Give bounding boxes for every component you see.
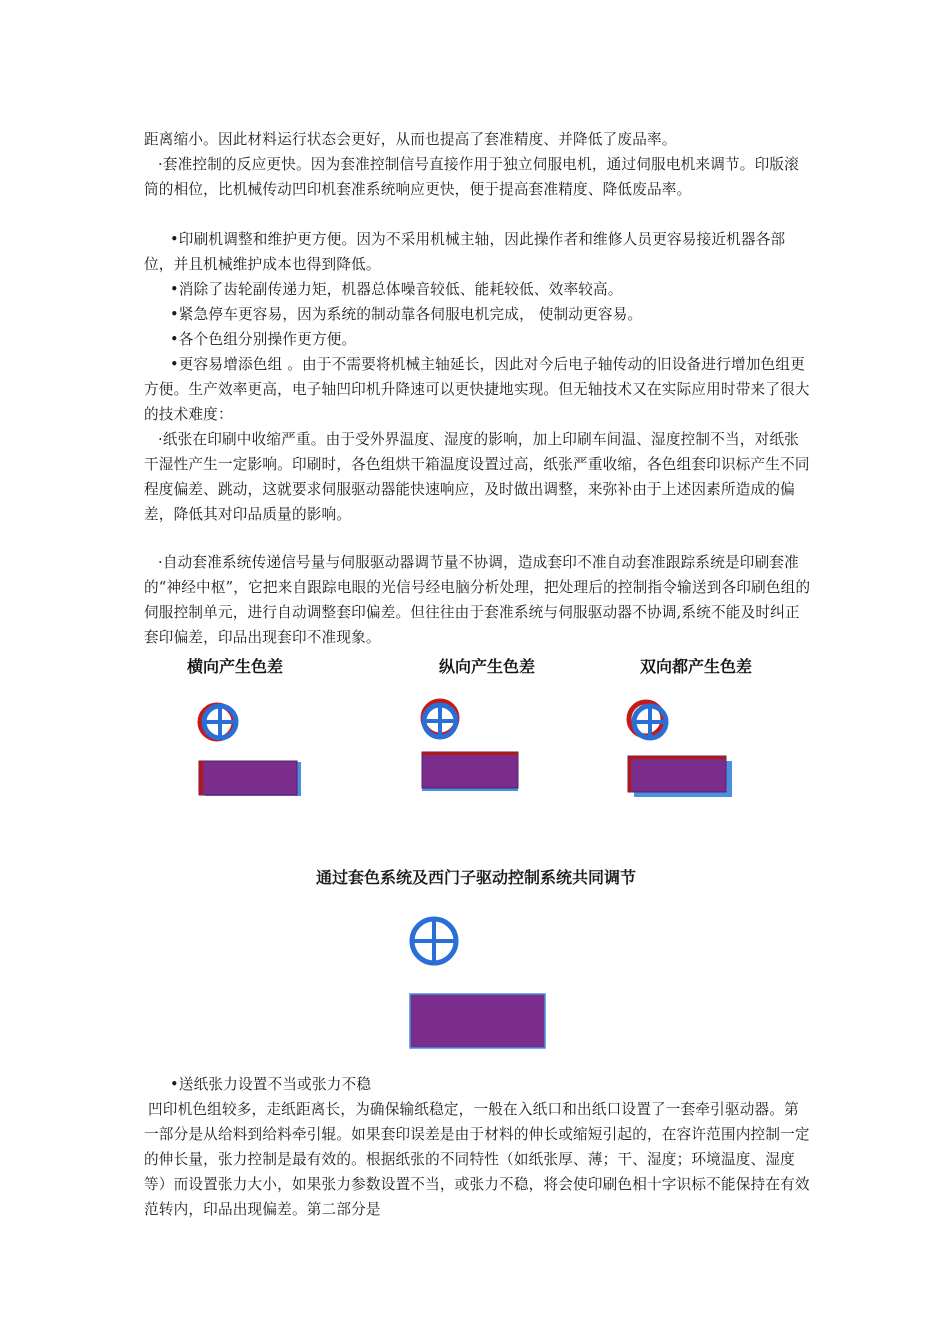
paragraph-11: 凹印机色组较多，走纸距离长，为确保输纸稳定，一般在入纸口和出纸口设置了一套牵引驱动器。第一部分是从给料到给料牵引辊。如果套印误差是由于材料的伸长或缩短引起的，在容许范围内控制一定的伸长量，张力控制是最有效的。根据纸张的不同特性（如纸张厚、薄；干、湿度；环境温度、湿度等）而设置张力大小，如果张力参数设置不当，或张力不稳，将会使印刷色相十字识标不能保持在有效范转内，印品出现偏差。第二部分是: [144, 1101, 810, 1218]
color-block: [410, 994, 545, 1048]
registration-mark-icon: [629, 702, 666, 738]
color-block: [422, 752, 518, 791]
paragraph-3: •印刷机调整和维护更方便。因为不采用机械主轴，因此操作者和维修人员更容易接近机器各部位，并且机械维护成本也得到降低。: [144, 231, 786, 273]
paragraph-6: •各个色组分别操作更方便。: [170, 331, 357, 348]
figure-title-vertical: 纵向产生色差: [439, 657, 536, 676]
paragraph-5: •紧急停车更容易，因为系统的制动靠各伺服电机完成， 使制动更容易。: [170, 306, 643, 323]
paragraph-10: •送纸张力设置不当或张力不稳: [170, 1076, 372, 1093]
figure-title-both: 双向都产生色差: [640, 657, 753, 676]
paragraph-7: •更容易增添色组 。由于不需要将机械主轴延长，因此对今后电子轴传动的旧设备进行增加色组更方便。生产效率更高，电子轴凹印机升降速可以更快捷地实现。但无轴技术又在实际应用时带来了很大的技术难度：: [144, 356, 810, 423]
registration-mark-icon: [423, 701, 457, 737]
figure-caption-corrected: 通过套色系统及西门子驱动控制系统共同调节: [316, 868, 636, 887]
color-block: [628, 756, 732, 797]
registration-mark-icon: [200, 705, 236, 739]
paragraph-1: 距离缩小。因此材料运行状态会更好，从而也提高了套准精度、并降低了废品率。: [144, 131, 677, 148]
paragraph-4: •消除了齿轮副传递力矩，机器总体噪音较低、能耗较低、效率较高。: [170, 281, 623, 298]
figure-horizontal-offset: [190, 695, 310, 805]
color-block: [199, 761, 301, 796]
figure-corrected: [400, 908, 560, 1053]
figure-vertical-offset: [410, 695, 530, 805]
paragraph-9: ·自动套准系统传递信号量与伺服驱动器调节量不协调，造成套印不准自动套准跟踪系统是印刷套准的“神经中枢”，它把来自跟踪电眼的光信号经电脑分析处理，把处理后的控制指令输送到各印刷色组的伺服控制单元，进行自动调整套印偏差。但往往由于套准系统与伺服驱动器不协调,系统不能及时纠正套印偏差，印品出现套印不准现象。: [144, 554, 811, 646]
figure-title-horizontal: 横向产生色差: [187, 657, 284, 676]
paragraph-8: ·纸张在印刷中收缩严重。由于受外界温度、湿度的影响，加上印刷车间温、湿度控制不当，对纸张干湿性产生一定影响。印刷时，各色组烘干箱温度设置过高，纸张严重收缩，各色组套印识标产生不同程度偏差、跳动，这就要求伺服驱动器能快速响应，及时做出调整，来弥补由于上述因素所造成的偏差，降低其对印品质量的影响。: [144, 431, 810, 523]
figure-both-offset: [620, 695, 740, 805]
registration-mark-icon: [412, 919, 456, 963]
paragraph-2: ·套准控制的反应更快。因为套准控制信号直接作用于独立伺服电机，通过伺服电机来调节。印版滚筒的相位，比机械传动凹印机套准系统响应更快，便于提高套准精度、降低废品率。: [144, 156, 799, 198]
